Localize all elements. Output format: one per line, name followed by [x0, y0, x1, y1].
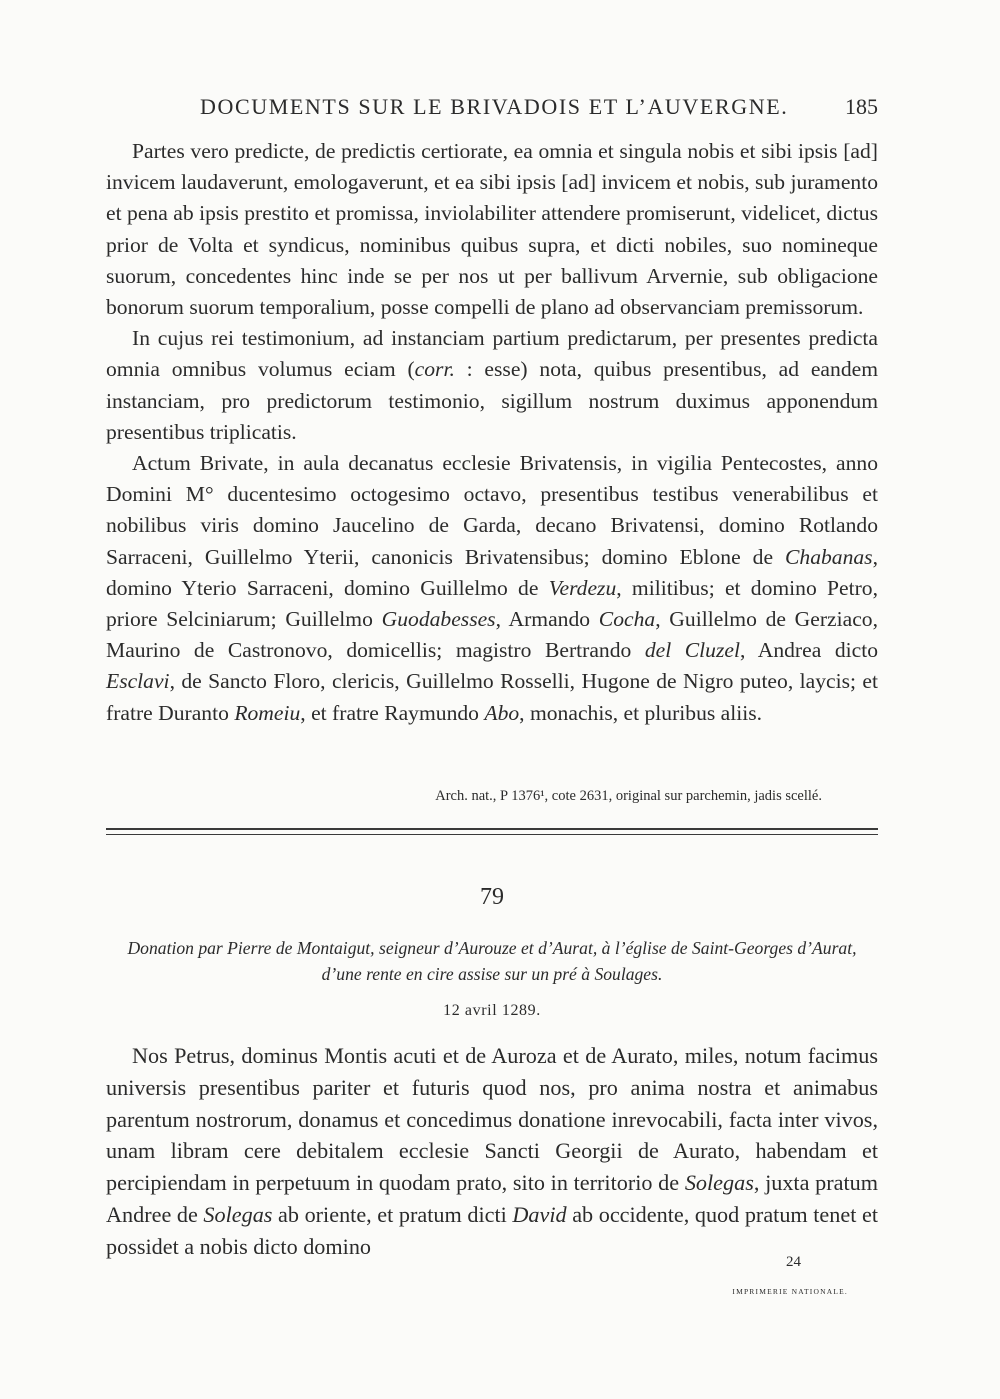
document-title: Donation par Pierre de Montaigut, seigneur d’Aurouze et d’Aurat, à l’église de Saint-Georges d’Aurat, d’une rente en cire assise sur un pré à Soulages.: [127, 938, 857, 984]
text-run: In cujus rei testimonium, ad instanciam partium predictarum, per presentes predicta omnia omnibus volumus eciam (: [106, 326, 878, 382]
italic-text: Romeiu: [234, 700, 301, 725]
text-run: , juxta pratum Andree de: [106, 1170, 878, 1227]
page-number: 185: [845, 94, 878, 119]
paragraph: [106, 136, 878, 323]
paragraph: [106, 323, 878, 448]
document-date: 12 avril 1289.: [443, 1002, 541, 1019]
document-79-text: [106, 1040, 878, 1263]
running-header: [108, 94, 878, 128]
italic-text: Cocha: [598, 607, 656, 632]
italic-text: Verdezu: [548, 575, 617, 600]
section-divider-thick: [106, 828, 878, 830]
italic-text: Abo: [484, 700, 520, 725]
text-run: , domino Yterio Sarraceni, domino Guillelmo de: [106, 544, 878, 600]
text-run: Actum Brivate, in aula decanatus ecclesie Brivatensis, in vigilia Pentecostes, anno Domini M° ducentesimo octogesimo octavo, presentibus testibus venerabilibus et nobilibus viris domino Jaucelino de Garda, decano Brivatensi, domino Rotlando Sarraceni, Guillelmo Yterii, canonicis Brivatensibus; domino Eblone de: [106, 451, 878, 569]
paragraph: [106, 448, 878, 729]
text-run: ab occidente, quod pratum tenet et possidet a nobis dicto domino: [106, 1201, 878, 1259]
text-run: , et fratre Raymundo: [300, 700, 485, 725]
text-run: , Guillelmo de Gerziaco, Maurino de Castronovo, domicellis; magistro Bertrando: [106, 607, 879, 663]
document-78-text: [106, 136, 878, 729]
running-title: DOCUMENTS SUR LE BRIVADOIS ET L’AUVERGNE.: [200, 94, 789, 119]
italic-text: Chabanas: [785, 544, 873, 569]
text-run: , militibus; et domino Petro, priore Selciniarum; Guillelmo: [106, 575, 878, 632]
document-number: 79: [480, 884, 504, 910]
text-run: , de Sancto Floro, clericis, Guillelmo Rosselli, Hugone de Nigro puteo, laycis; et fratre Duranto: [106, 669, 878, 725]
italic-text: Guodabesses: [381, 607, 496, 632]
text-run: , Armando: [495, 607, 599, 632]
section-divider-thin: [106, 834, 878, 835]
text-run: , monachis, et pluribus aliis.: [519, 700, 763, 725]
text-run: ab oriente, et pratum dicti: [272, 1201, 513, 1227]
signature-mark: 24: [786, 1254, 801, 1270]
italic-text: Solegas: [203, 1201, 273, 1227]
printer-imprint: IMPRIMERIE NATIONALE.: [732, 1287, 848, 1296]
paragraph: [106, 1040, 878, 1263]
text-run: , Andrea dicto: [739, 638, 879, 663]
italic-text: David: [512, 1201, 567, 1227]
italic-text: Esclavi: [106, 669, 170, 694]
italic-text: corr.: [414, 357, 455, 382]
italic-text: del Cluzel: [644, 638, 740, 663]
italic-text: Solegas: [684, 1170, 754, 1196]
text-run: : esse) nota, quibus presentibus, ad eandem instanciam, pro predictorum testimonio, sigillum nostrum duximus apponendum presentibus triplicatis.: [106, 357, 878, 444]
text-run: Nos Petrus, dominus Montis acuti et de Auroza et de Aurato, miles, notum facimus universis presentibus pariter et futuris quod nos, pro anima nostra et animabus parentum nostrorum, donamus et concedimus donatione inrevocabili, facta inter vivos, unam libram cere debitalem ecclesie Sancti Georgii de Aurato, habendam et percipiendam in perpetuum in quodam prato, sito in territorio de: [106, 1043, 878, 1196]
archival-source-note: Arch. nat., P 1376¹, cote 2631, original sur parchemin, jadis scellé.: [435, 788, 822, 804]
text-run: Partes vero predicte, de predictis certiorate, ea omnia et singula nobis et sibi ipsis [ad] invicem laudaverunt, emologaverunt, et ea sibi ipsis [ad] invicem et nobis, sub juramento et pena ab ipsis prestito et promissa, inviolabiliter attendere promiserunt, videlicet, dictus prior de Volta et syndicus, nominibus quibus supra, et dicti nobiles, suo nomineque suorum, concedentes hinc inde se per nos ut per ballivum Arvernie, sub obligacione bonorum suorum temporalium, posse compelli de plano ad observanciam premissorum.: [106, 139, 878, 320]
